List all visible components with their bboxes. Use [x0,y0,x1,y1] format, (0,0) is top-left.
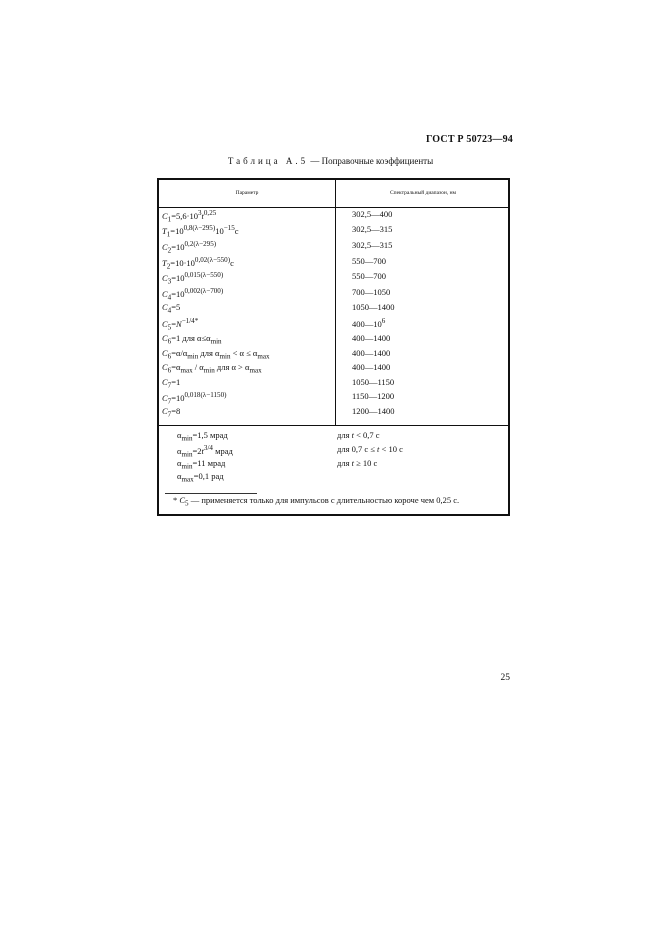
time-condition: для t ≥ 10 с [337,458,378,468]
row-parameter: $C_4=5$ [162,302,181,315]
row-range: 1050—1150 [352,377,395,387]
time-condition: для 0,7 с ≤ t < 10 с [337,444,403,454]
row-range: 400—1400 [352,333,391,343]
table-row [159,391,508,407]
table-row [159,287,508,303]
list-item [159,471,508,485]
table-row [159,302,508,318]
row-range: 1150—1200 [352,391,395,401]
table-row [159,317,508,333]
standard-designation: ГОСТ Р 50723—94 [425,134,513,145]
row-range: 302,5—315 [352,224,393,234]
row-range: 302,5—315 [352,240,393,250]
alpha-min-definition: $\alpha_{min}=2t^{3/4}$ мрад [177,444,233,459]
correction-factors-table [157,178,510,516]
row-range: 550—700 [352,256,386,266]
list-item [159,430,508,444]
table-caption-title: Поправочные коэффициенты [321,156,434,166]
row-range: $400—10^6$ [352,317,386,329]
table-caption-dash: — [310,156,320,166]
table-row [159,240,508,256]
list-item [159,458,508,472]
column-header-parameter: Параметр [235,190,259,196]
table-row [159,209,508,225]
list-item [159,444,508,458]
row-range: 1200—1400 [352,406,395,416]
row-parameter: $C_2=10^{0,2(\lambda-295)}$ [162,240,217,255]
table-row [159,256,508,272]
row-range: 700—1050 [352,287,391,297]
row-parameter: $C_6=\alpha/\alpha_{min}$ для $\alpha_{min} < \alpha \le \alpha_{max}$ [162,348,270,361]
table-caption [0,156,661,166]
row-parameter: $C_6=1$ для $\alpha\le\alpha_{min}$ [162,333,222,346]
row-range: 1050—1400 [352,302,395,312]
row-range: 550—700 [352,271,386,281]
row-parameter: $T_1=10^{0,8(\lambda-295)}10^{-15}с$ [162,224,239,239]
page-number: 25 [500,673,510,683]
table-row [159,271,508,287]
table-caption-label: Таблица А.5 [227,156,309,166]
row-parameter: $C_4=10^{0,002(\lambda-700)}$ [162,287,224,302]
row-parameter: $C_6=\alpha_{max} / \alpha_{min}$ для $\alpha > \alpha_{max}$ [162,362,262,375]
table-section-divider [159,425,508,426]
row-parameter: $C_1=5,6\cdot 10^3t^{0,25}$ [162,209,217,224]
alpha-max-definition: $\alpha_{max}=0,1$ рад [177,471,224,484]
alpha-min-definition: $\alpha_{min}=1,5$ мрад [177,430,228,443]
row-range: 302,5—400 [352,209,393,219]
table-row [159,406,508,422]
row-parameter: $C_7=10^{0,018(\lambda-1150)}$ [162,391,227,406]
row-parameter: $C_7=8$ [162,406,181,419]
table-row [159,224,508,240]
row-parameter: $T_2=10\cdot 10^{0,02(\lambda-550)}с$ [162,256,234,271]
column-header-spectral-range: Спектральный диапазон, нм [389,190,457,196]
table-footnote: * $C_5$ — применяется только для импульсов с длительностью короче чем 0,25 с. [173,495,460,508]
row-range: 400—1400 [352,362,391,372]
time-condition: для t < 0,7 с [337,430,380,440]
table-header [159,180,508,208]
row-parameter: $C_7=1$ [162,377,181,390]
table-row [159,362,508,378]
alpha-min-definition: $\alpha_{min}=11$ мрад [177,458,226,471]
row-range: 400—1400 [352,348,391,358]
row-parameter: $C_3=10^{0,015(\lambda-550)}$ [162,271,224,286]
table-row [159,333,508,349]
footnote-rule [165,493,257,494]
row-parameter: $C_5=N^{-1/4*}$ [162,317,199,332]
